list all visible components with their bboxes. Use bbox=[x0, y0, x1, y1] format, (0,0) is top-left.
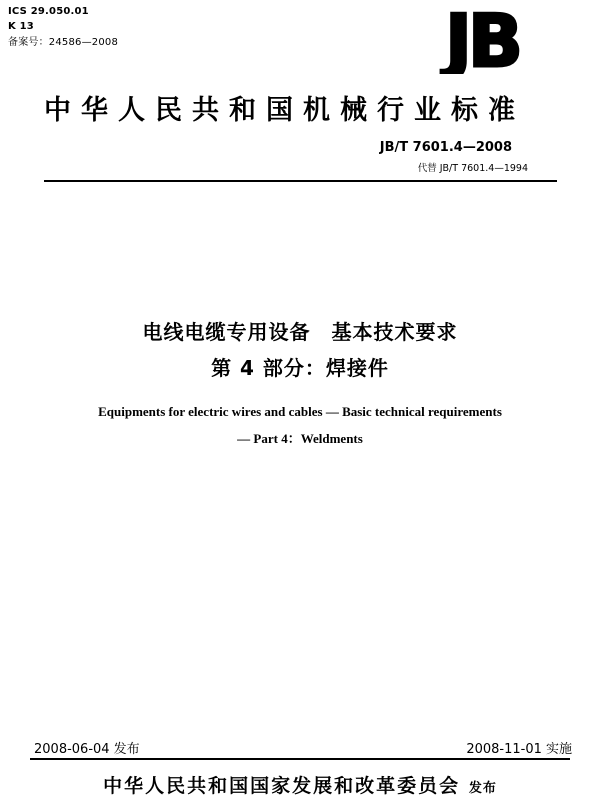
issuer-name: 中华人民共和国国家发展和改革委员会 bbox=[103, 775, 461, 797]
jb-logo-text: JB bbox=[445, 4, 519, 74]
title-cn-line2: 第 4 部分：焊接件 bbox=[211, 356, 389, 380]
issue-date: 2008-06-04 发布 bbox=[34, 742, 140, 757]
issuer-suffix: 发布 bbox=[468, 781, 497, 796]
standard-number: JB/T 7601.4—2008 bbox=[379, 140, 512, 155]
implementation-date: 2008-11-01 实施 bbox=[466, 742, 572, 757]
title-cn-line1: 电线电缆专用设备 基本技术要求 bbox=[142, 320, 458, 344]
header-divider bbox=[44, 180, 557, 182]
jb-logo bbox=[416, 4, 548, 74]
footer-divider bbox=[30, 758, 570, 760]
classification-code: K 13 bbox=[8, 21, 34, 32]
jb-logo-graphic bbox=[416, 4, 548, 74]
registration-number: 备案号：24586—2008 bbox=[8, 37, 119, 48]
title-en-line2: — Part 4：Weldments bbox=[237, 431, 363, 446]
issuer bbox=[0, 771, 600, 798]
org-title: 中华人民共和国机械行业标准 bbox=[44, 95, 525, 126]
ics-code: ICS 29.050.01 bbox=[8, 6, 89, 17]
replaced-standard: 代替 JB/T 7601.4—1994 bbox=[417, 163, 528, 174]
title-en-line1: Equipments for electric wires and cables — Basic technical requirements bbox=[98, 404, 502, 419]
